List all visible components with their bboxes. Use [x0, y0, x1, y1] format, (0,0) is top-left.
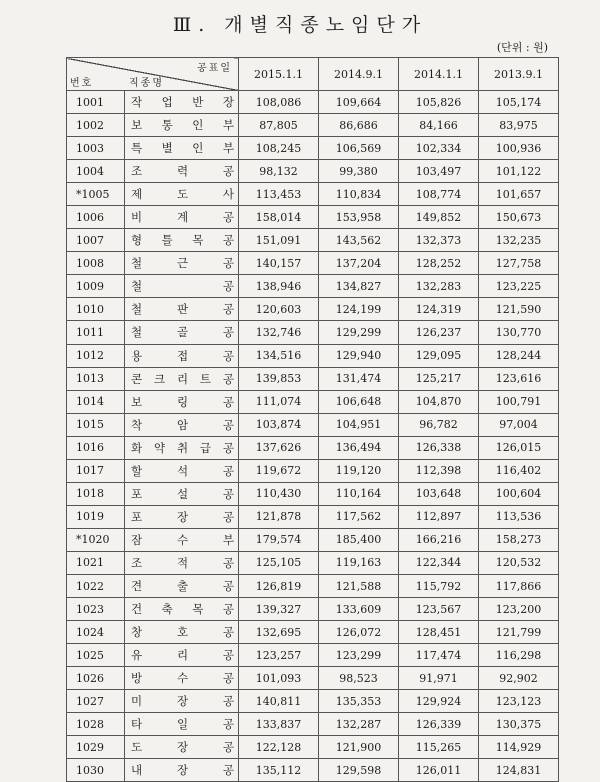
job-name: 미 장 공 — [131, 694, 234, 709]
wage-value-cell: 123,257 — [239, 644, 319, 667]
wage-value-cell: 126,339 — [399, 713, 479, 736]
wage-value-cell: 123,616 — [479, 367, 559, 390]
wage-value-cell: 151,091 — [239, 229, 319, 252]
job-code-cell: 1011 — [67, 321, 125, 344]
job-name: 조 적 공 — [131, 555, 234, 570]
wage-value-cell: 121,588 — [319, 574, 399, 597]
wage-value-cell: 100,604 — [479, 482, 559, 505]
job-code-cell: *1005 — [67, 183, 125, 206]
wage-value-cell: 114,929 — [479, 736, 559, 759]
page-title: Ⅲ. 개별직종노임단가 — [172, 14, 428, 36]
wage-value-cell: 100,791 — [479, 390, 559, 413]
wage-value-cell: 133,609 — [319, 598, 399, 621]
wage-value-cell: 116,298 — [479, 644, 559, 667]
wage-value-cell: 110,834 — [319, 183, 399, 206]
wage-value-cell: 113,453 — [239, 183, 319, 206]
job-name-cell — [125, 551, 239, 574]
wage-value-cell: 108,774 — [399, 183, 479, 206]
wage-value-cell: 123,567 — [399, 598, 479, 621]
job-name: 포 설 공 — [131, 486, 234, 501]
wage-value-cell: 139,853 — [239, 367, 319, 390]
table-row — [67, 690, 559, 713]
wage-value-cell: 123,299 — [319, 644, 399, 667]
job-name: 할 석 공 — [131, 463, 234, 478]
wage-value-cell: 101,657 — [479, 183, 559, 206]
job-code-cell: 1026 — [67, 667, 125, 690]
wage-value-cell: 129,924 — [399, 690, 479, 713]
job-name: 비 계 공 — [131, 210, 234, 225]
wage-value-cell: 121,900 — [319, 736, 399, 759]
wage-value-cell: 117,562 — [319, 505, 399, 528]
wage-value-cell: 122,128 — [239, 736, 319, 759]
job-code-cell: 1015 — [67, 413, 125, 436]
job-name-cell — [125, 436, 239, 459]
wage-value-cell: 125,105 — [239, 551, 319, 574]
wage-value-cell: 101,093 — [239, 667, 319, 690]
wage-value-cell: 129,940 — [319, 344, 399, 367]
wage-value-cell: 132,373 — [399, 229, 479, 252]
wage-value-cell: 112,398 — [399, 459, 479, 482]
table-row — [67, 160, 559, 183]
table-row — [67, 574, 559, 597]
wage-value-cell: 100,936 — [479, 137, 559, 160]
job-name-cell — [125, 183, 239, 206]
table-row — [67, 91, 559, 114]
table-row — [67, 759, 559, 782]
wage-value-cell: 110,164 — [319, 482, 399, 505]
wage-value-cell: 106,569 — [319, 137, 399, 160]
wage-value-cell: 103,648 — [399, 482, 479, 505]
wage-value-cell: 134,827 — [319, 275, 399, 298]
wage-value-cell: 108,086 — [239, 91, 319, 114]
wage-value-cell: 98,132 — [239, 160, 319, 183]
job-name: 특 별 인 부 — [131, 141, 234, 156]
job-name-cell — [125, 690, 239, 713]
wage-value-cell: 102,334 — [399, 137, 479, 160]
corner-label-date: 공표일 — [197, 63, 232, 74]
table-row — [67, 321, 559, 344]
wage-value-cell: 137,204 — [319, 252, 399, 275]
job-name: 형 틀 목 공 — [131, 233, 234, 248]
job-name: 창 호 공 — [131, 625, 234, 640]
table-header-row — [67, 58, 559, 91]
wage-value-cell: 124,199 — [319, 298, 399, 321]
job-name-cell — [125, 390, 239, 413]
job-name-cell — [125, 574, 239, 597]
wage-value-cell: 126,011 — [399, 759, 479, 782]
job-name: 건 축 목 공 — [131, 602, 234, 617]
wage-value-cell: 120,532 — [479, 551, 559, 574]
wage-value-cell: 138,946 — [239, 275, 319, 298]
wage-value-cell: 119,672 — [239, 459, 319, 482]
table-row — [67, 598, 559, 621]
job-name-cell — [125, 344, 239, 367]
table-row — [67, 252, 559, 275]
job-code-cell: 1022 — [67, 574, 125, 597]
wage-value-cell: 139,327 — [239, 598, 319, 621]
job-name: 잠 수 부 — [131, 532, 234, 547]
job-name: 철 골 공 — [131, 325, 234, 340]
corner-label-number: 번호 — [70, 78, 94, 89]
job-name: 조 력 공 — [131, 164, 234, 179]
wage-value-cell: 119,163 — [319, 551, 399, 574]
job-code-cell: 1021 — [67, 551, 125, 574]
job-name-cell — [125, 160, 239, 183]
table-row — [67, 413, 559, 436]
wage-value-cell: 92,902 — [479, 667, 559, 690]
wage-value-cell: 132,746 — [239, 321, 319, 344]
wage-value-cell: 99,380 — [319, 160, 399, 183]
job-code-cell: 1010 — [67, 298, 125, 321]
wage-value-cell: 87,805 — [239, 114, 319, 137]
job-code-cell: *1020 — [67, 528, 125, 551]
wage-value-cell: 115,792 — [399, 574, 479, 597]
table-row — [67, 505, 559, 528]
wage-value-cell: 135,112 — [239, 759, 319, 782]
job-code-cell: 1006 — [67, 206, 125, 229]
wage-value-cell: 143,562 — [319, 229, 399, 252]
wage-value-cell: 104,870 — [399, 390, 479, 413]
wage-value-cell: 140,811 — [239, 690, 319, 713]
wage-value-cell: 128,244 — [479, 344, 559, 367]
wage-value-cell: 185,400 — [319, 528, 399, 551]
wage-value-cell: 158,014 — [239, 206, 319, 229]
job-name: 용 접 공 — [131, 348, 234, 363]
job-name-cell — [125, 229, 239, 252]
job-code-cell: 1025 — [67, 644, 125, 667]
job-code-cell: 1024 — [67, 621, 125, 644]
column-header: 2014.1.1 — [399, 58, 479, 91]
job-name-cell — [125, 505, 239, 528]
wage-value-cell: 126,819 — [239, 574, 319, 597]
corner-header-cell — [67, 58, 239, 91]
wage-value-cell: 86,686 — [319, 114, 399, 137]
wage-value-cell: 131,474 — [319, 367, 399, 390]
wage-value-cell: 130,770 — [479, 321, 559, 344]
wage-value-cell: 104,951 — [319, 413, 399, 436]
wage-value-cell: 132,283 — [399, 275, 479, 298]
wage-value-cell: 123,123 — [479, 690, 559, 713]
job-name: 철 공 — [131, 279, 234, 294]
job-name: 착 암 공 — [131, 417, 234, 432]
wage-value-cell: 117,866 — [479, 574, 559, 597]
wage-value-cell: 166,216 — [399, 528, 479, 551]
wage-value-cell: 136,494 — [319, 436, 399, 459]
table-row — [67, 137, 559, 160]
job-name: 도 장 공 — [131, 740, 234, 755]
wage-value-cell: 132,287 — [319, 713, 399, 736]
job-name-cell — [125, 713, 239, 736]
job-name-cell — [125, 252, 239, 275]
table-row — [67, 621, 559, 644]
wage-value-cell: 124,319 — [399, 298, 479, 321]
table-row — [67, 551, 559, 574]
table-row — [67, 667, 559, 690]
wage-value-cell: 83,975 — [479, 114, 559, 137]
wage-value-cell: 140,157 — [239, 252, 319, 275]
wage-value-cell: 134,516 — [239, 344, 319, 367]
job-name: 철 근 공 — [131, 256, 234, 271]
job-name-cell — [125, 413, 239, 436]
job-code-cell: 1029 — [67, 736, 125, 759]
wage-value-cell: 115,265 — [399, 736, 479, 759]
job-code-cell: 1002 — [67, 114, 125, 137]
table-row — [67, 206, 559, 229]
table-row — [67, 436, 559, 459]
job-name-cell — [125, 321, 239, 344]
wage-value-cell: 133,837 — [239, 713, 319, 736]
job-name-cell — [125, 736, 239, 759]
job-code-cell: 1016 — [67, 436, 125, 459]
job-name-cell — [125, 459, 239, 482]
wage-value-cell: 126,338 — [399, 436, 479, 459]
job-name-cell — [125, 206, 239, 229]
wage-value-cell: 123,225 — [479, 275, 559, 298]
job-name: 철 판 공 — [131, 302, 234, 317]
wage-value-cell: 132,695 — [239, 621, 319, 644]
table-body — [67, 91, 559, 782]
wage-value-cell: 129,299 — [319, 321, 399, 344]
job-name-cell — [125, 667, 239, 690]
wage-value-cell: 113,536 — [479, 505, 559, 528]
job-name-cell — [125, 114, 239, 137]
wage-value-cell: 137,626 — [239, 436, 319, 459]
wage-value-cell: 128,252 — [399, 252, 479, 275]
wage-value-cell: 105,826 — [399, 91, 479, 114]
wage-value-cell: 135,353 — [319, 690, 399, 713]
job-code-cell: 1028 — [67, 713, 125, 736]
job-name: 보 통 인 부 — [131, 118, 234, 133]
wage-value-cell: 120,603 — [239, 298, 319, 321]
job-code-cell: 1027 — [67, 690, 125, 713]
wage-value-cell: 126,072 — [319, 621, 399, 644]
job-name-cell — [125, 528, 239, 551]
wage-value-cell: 96,782 — [399, 413, 479, 436]
job-code-cell: 1007 — [67, 229, 125, 252]
unit-label: (단위 : 원) — [496, 41, 548, 54]
wage-value-cell: 97,004 — [479, 413, 559, 436]
wage-value-cell: 127,758 — [479, 252, 559, 275]
job-code-cell: 1017 — [67, 459, 125, 482]
job-name: 타 일 공 — [131, 717, 234, 732]
wage-value-cell: 132,235 — [479, 229, 559, 252]
job-name: 방 수 공 — [131, 671, 234, 686]
job-name-cell — [125, 598, 239, 621]
wage-value-cell: 119,120 — [319, 459, 399, 482]
wage-value-cell: 153,958 — [319, 206, 399, 229]
job-name-cell — [125, 759, 239, 782]
wage-value-cell: 91,971 — [399, 667, 479, 690]
table-row — [67, 183, 559, 206]
job-name: 포 장 공 — [131, 509, 234, 524]
wage-value-cell: 106,648 — [319, 390, 399, 413]
wage-value-cell: 128,451 — [399, 621, 479, 644]
table-row — [67, 713, 559, 736]
job-name-cell — [125, 482, 239, 505]
table-row — [67, 298, 559, 321]
wage-value-cell: 149,852 — [399, 206, 479, 229]
wage-value-cell: 111,074 — [239, 390, 319, 413]
wage-value-cell: 108,245 — [239, 137, 319, 160]
wage-value-cell: 98,523 — [319, 667, 399, 690]
job-name: 보 링 공 — [131, 394, 234, 409]
wage-value-cell: 110,430 — [239, 482, 319, 505]
corner-label-job: 직종명 — [129, 78, 164, 89]
job-name: 내 장 공 — [131, 763, 234, 778]
wage-value-cell: 103,874 — [239, 413, 319, 436]
table-row — [67, 275, 559, 298]
wage-value-cell: 109,664 — [319, 91, 399, 114]
wage-value-cell: 112,897 — [399, 505, 479, 528]
job-name-cell — [125, 275, 239, 298]
wage-value-cell: 126,237 — [399, 321, 479, 344]
job-code-cell: 1014 — [67, 390, 125, 413]
table-row — [67, 229, 559, 252]
job-code-cell: 1030 — [67, 759, 125, 782]
job-name: 제 도 사 — [131, 187, 234, 202]
job-code-cell: 1012 — [67, 344, 125, 367]
wage-value-cell: 101,122 — [479, 160, 559, 183]
wage-value-cell: 124,831 — [479, 759, 559, 782]
wage-value-cell: 123,200 — [479, 598, 559, 621]
wage-value-cell: 103,497 — [399, 160, 479, 183]
table-row — [67, 528, 559, 551]
table-row — [67, 459, 559, 482]
job-name: 견 출 공 — [131, 579, 234, 593]
wage-value-cell: 179,574 — [239, 528, 319, 551]
job-code-cell: 1008 — [67, 252, 125, 275]
wage-value-cell: 105,174 — [479, 91, 559, 114]
job-name-cell — [125, 137, 239, 160]
table-row — [67, 114, 559, 137]
wage-value-cell: 129,598 — [319, 759, 399, 782]
job-code-cell: 1018 — [67, 482, 125, 505]
job-name: 화 약 취 급 공 — [131, 440, 234, 455]
job-name-cell — [125, 621, 239, 644]
job-code-cell: 1019 — [67, 505, 125, 528]
job-name: 콘 크 리 트 공 — [131, 371, 234, 386]
table-row — [67, 736, 559, 759]
wage-value-cell: 122,344 — [399, 551, 479, 574]
job-code-cell: 1001 — [67, 91, 125, 114]
job-name-cell — [125, 644, 239, 667]
job-code-cell: 1013 — [67, 367, 125, 390]
column-header: 2015.1.1 — [239, 58, 319, 91]
wage-value-cell: 116,402 — [479, 459, 559, 482]
wage-value-cell: 130,375 — [479, 713, 559, 736]
wage-value-cell: 84,166 — [399, 114, 479, 137]
table-row — [67, 644, 559, 667]
wage-value-cell: 125,217 — [399, 367, 479, 390]
job-name: 유 리 공 — [131, 648, 234, 663]
table-row — [67, 390, 559, 413]
job-code-cell: 1003 — [67, 137, 125, 160]
job-name-cell — [125, 91, 239, 114]
job-code-cell: 1023 — [67, 598, 125, 621]
wage-value-cell: 121,878 — [239, 505, 319, 528]
wage-value-cell: 126,015 — [479, 436, 559, 459]
wage-value-cell: 129,095 — [399, 344, 479, 367]
table-row — [67, 482, 559, 505]
wage-value-cell: 158,273 — [479, 528, 559, 551]
column-header: 2013.9.1 — [479, 58, 559, 91]
job-code-cell: 1004 — [67, 160, 125, 183]
column-header: 2014.9.1 — [319, 58, 399, 91]
wage-value-cell: 121,799 — [479, 621, 559, 644]
job-name-cell — [125, 367, 239, 390]
table-row — [67, 344, 559, 367]
wage-value-cell: 117,474 — [399, 644, 479, 667]
job-name: 작 업 반 장 — [131, 95, 234, 110]
job-code-cell: 1009 — [67, 275, 125, 298]
wage-value-cell: 150,673 — [479, 206, 559, 229]
table-row — [67, 367, 559, 390]
wage-table — [66, 57, 559, 782]
wage-value-cell: 121,590 — [479, 298, 559, 321]
job-name-cell — [125, 298, 239, 321]
